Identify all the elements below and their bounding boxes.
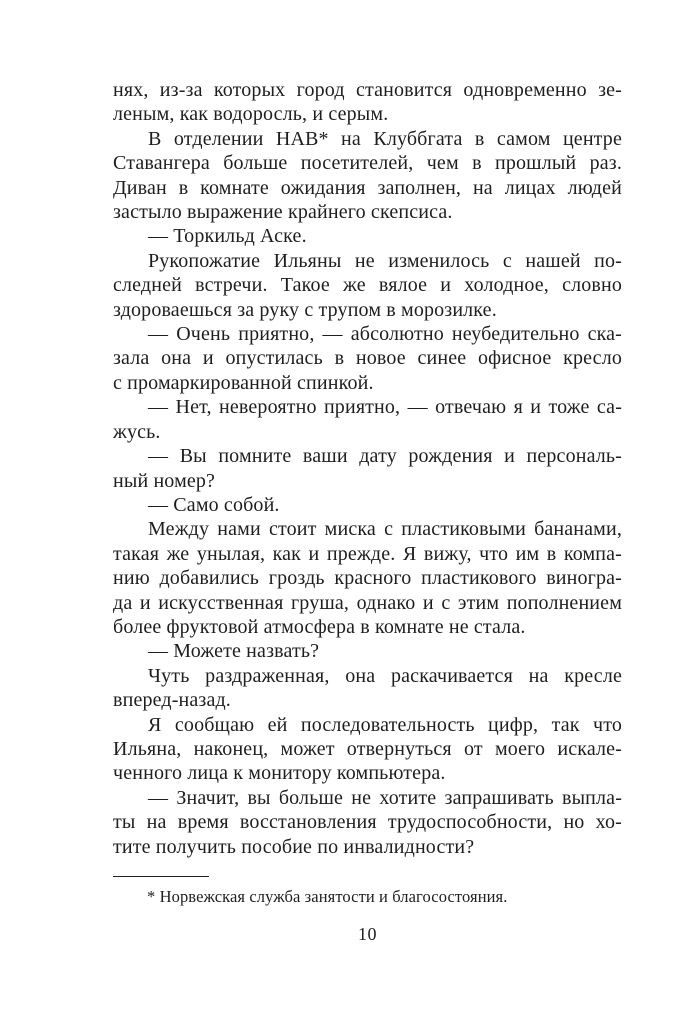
text-line: следней встречи. Такое же вялое и холодное, словно	[113, 274, 622, 297]
text-line: такая же унылая, как и прежде. Я вижу, что им в компа-	[113, 542, 622, 565]
text-line: леным, как водоросль, и серым.	[113, 103, 389, 126]
text-line: застыло выражение крайнего скепсиса.	[113, 201, 453, 224]
footnote-text: * Норвежская служба занятости и благосостояния.	[147, 887, 508, 906]
text-line: Между нами стоит миска с пластиковыми бананами,	[148, 518, 622, 541]
text-line: ты на время восстановления трудоспособности, но хо-	[113, 811, 622, 834]
text-line: Рукопожатие Ильяны не изменилось с нашей по-	[148, 249, 622, 272]
text-line: с промаркированной спинкой.	[113, 371, 374, 394]
text-line: вперед-назад.	[113, 689, 231, 712]
text-line: Ильяна, наконец, может отвернуться от моего искале-	[113, 737, 622, 760]
footnote	[113, 876, 622, 907]
text-line: — Можете назвать?	[148, 640, 320, 663]
text-line: тите получить пособие по инвалидности?	[113, 835, 475, 858]
text-line: — Само собой.	[148, 493, 280, 516]
text-line: — Вы помните ваши дату рождения и персональ-	[148, 445, 622, 468]
text-line: да и искусственная груша, однако и с этим пополнением	[113, 591, 622, 614]
text-line: — Нет, невероятно приятно, — отвечаю я и тоже са-	[148, 396, 622, 419]
text-line: — Торкильд Аске.	[148, 225, 307, 248]
text-line: ный номер?	[113, 469, 216, 492]
page-number: 10	[358, 924, 377, 944]
text-line: — Значит, вы больше не хотите запрашивать выпла-	[148, 786, 622, 809]
text-line: В отделении НАВ* на Клуббгата в самом центре	[148, 127, 622, 150]
body-text	[113, 78, 622, 859]
text-line: здороваешься за руку с трупом в морозилке.	[113, 298, 497, 321]
text-line: нию добавились гроздь красного пластикового виногра-	[113, 567, 622, 590]
text-line: Я сообщаю ей последовательность цифр, так что	[148, 713, 622, 736]
text-line: Чуть раздраженная, она раскачивается на кресле	[148, 664, 622, 687]
text-line: Диван в комнате ожидания заполнен, на лицах людей	[113, 176, 622, 199]
text-line: нях, из-за которых город становится одновременно зе-	[113, 79, 622, 101]
text-line: жусь.	[113, 420, 161, 443]
text-line: ченного лица к монитору компьютера.	[113, 762, 446, 785]
text-line: более фруктовой атмосфера в комнате не стала.	[113, 615, 526, 638]
text-line: зала она и опустилась в новое синее офисное кресло	[113, 347, 622, 370]
text-line: Ставангера больше посетителей, чем в прошлый раз.	[113, 152, 622, 175]
footnote-divider	[113, 876, 209, 877]
text-line: — Очень приятно, — абсолютно неубедительно ска-	[148, 323, 622, 346]
